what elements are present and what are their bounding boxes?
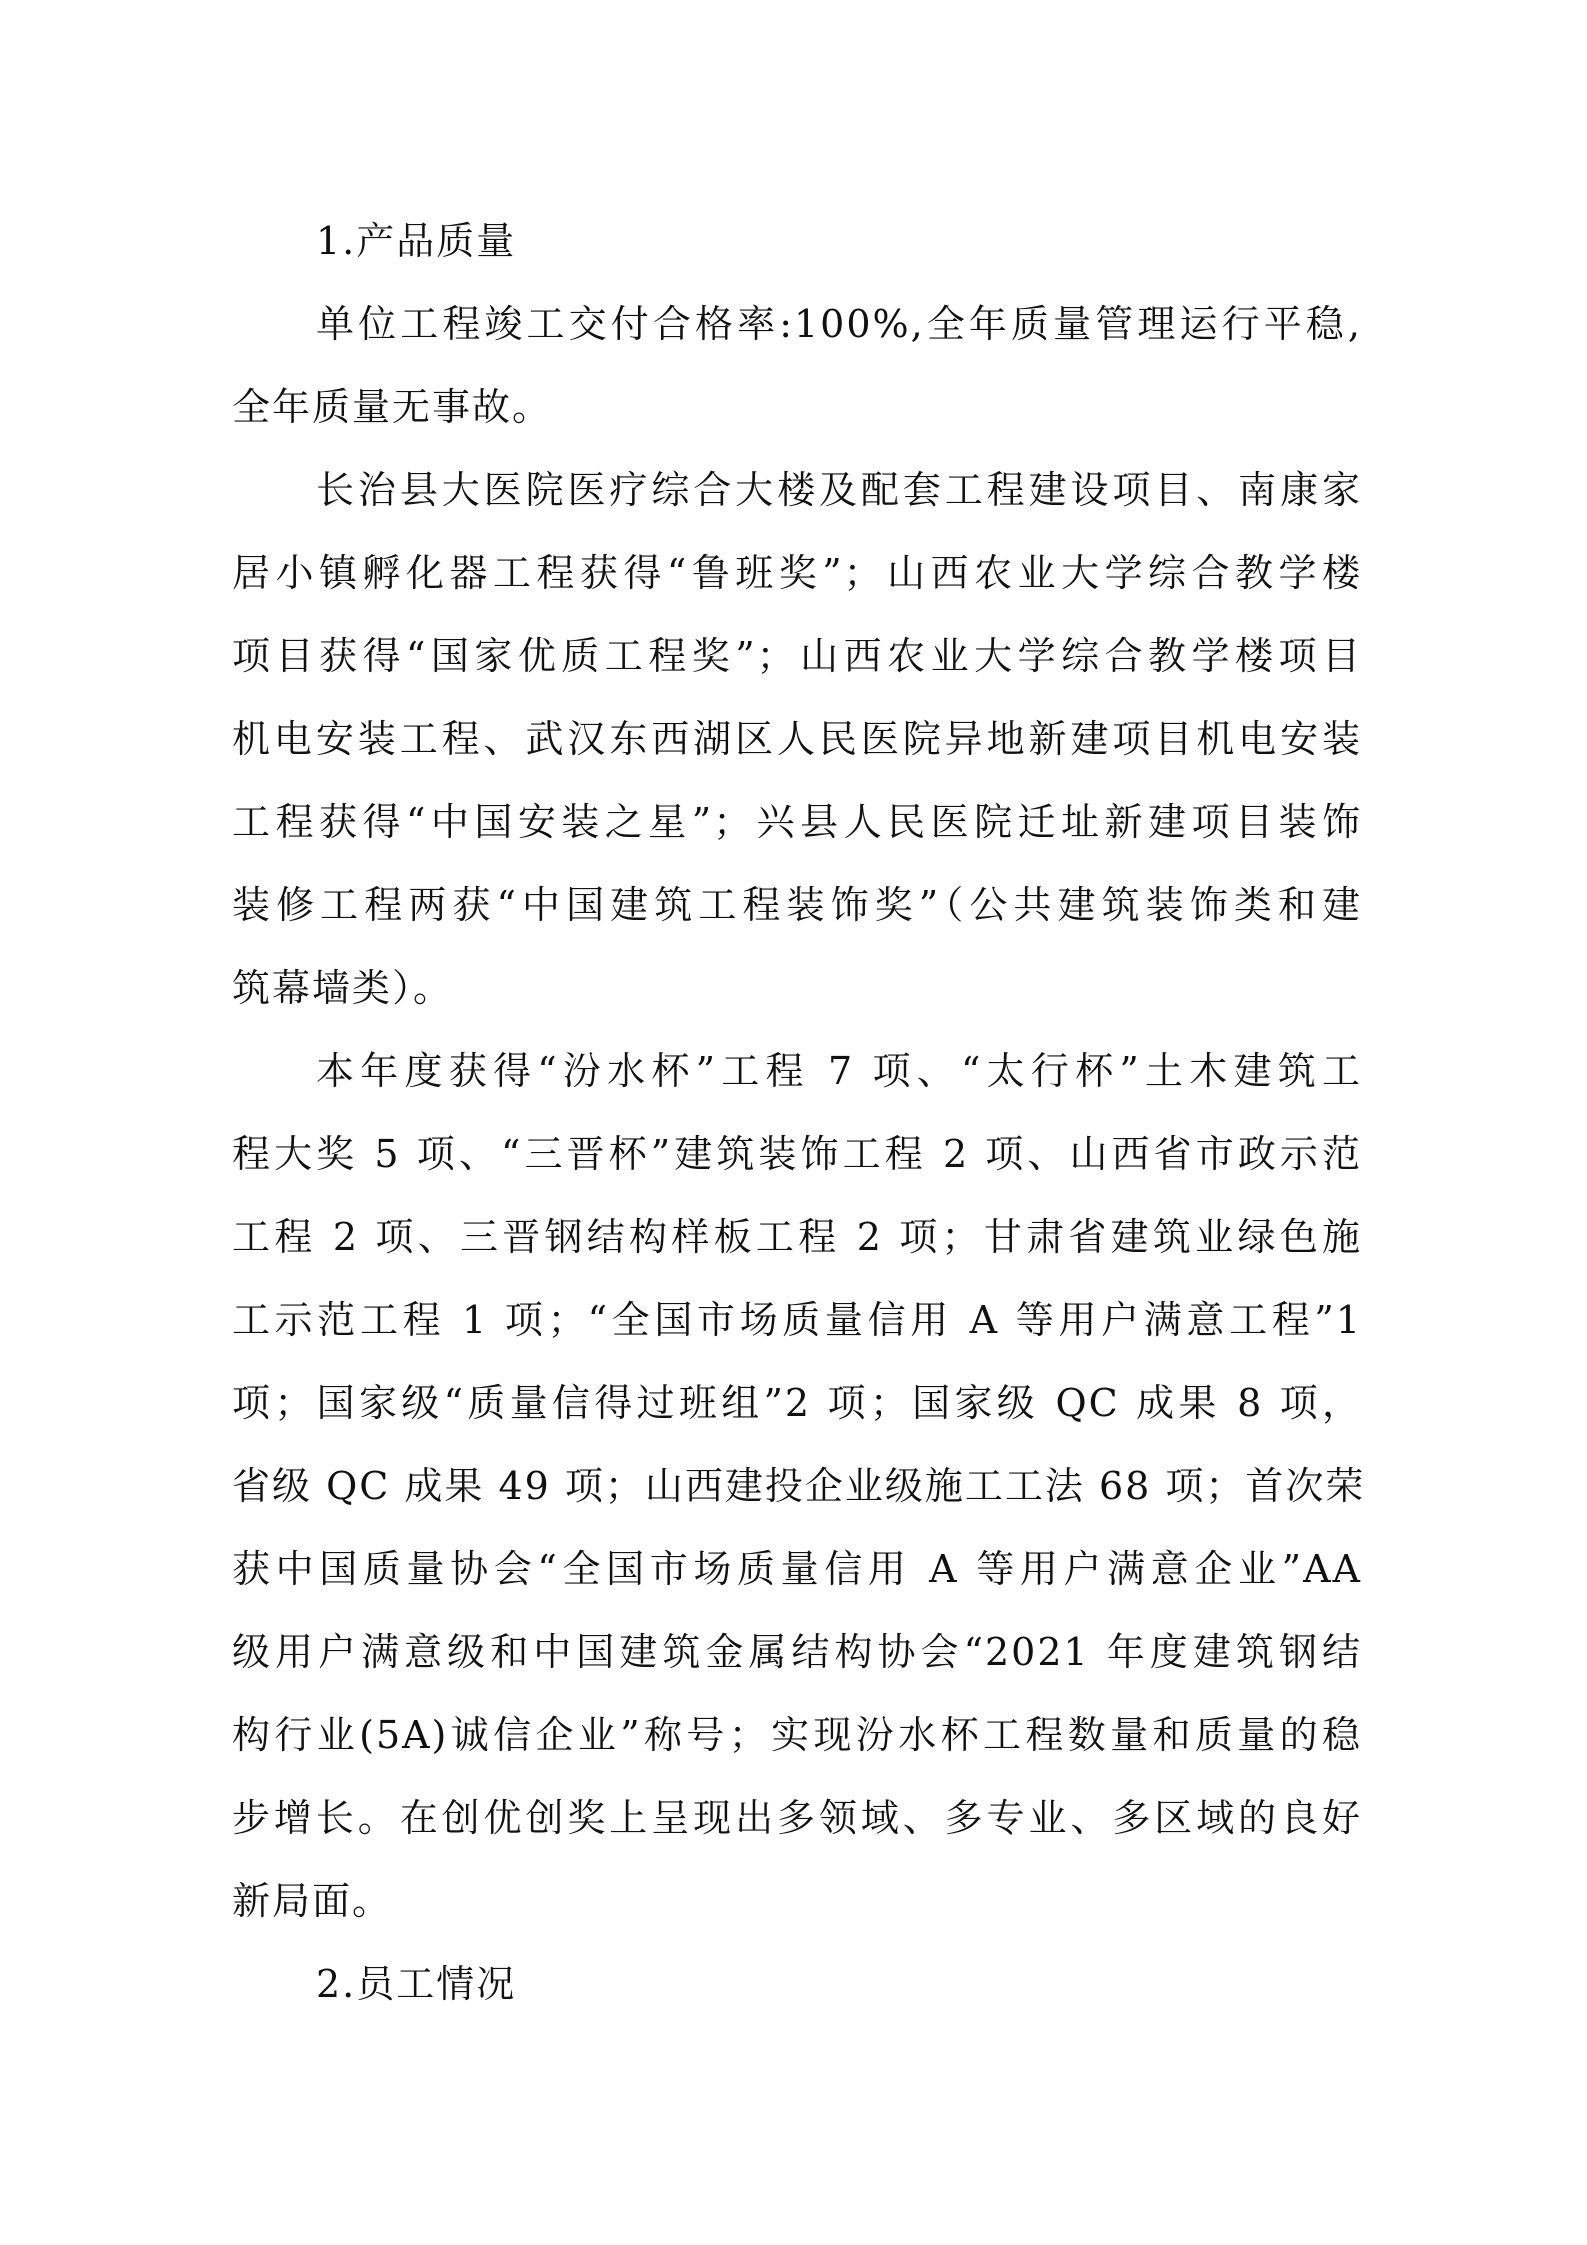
section-heading-product-quality: 1.产品质量 [316, 219, 517, 263]
paragraph-line: 机电安装工程、武汉东西湖区人民医院异地新建项目机电安装 [232, 717, 1362, 761]
paragraph-line: 长治县大医院医疗综合大楼及配套工程建设项目、南康家 [316, 468, 1362, 512]
paragraph-line: 项；国家级“质量信得过班组”2 项；国家级 QC 成果 8 项， [232, 1381, 1362, 1425]
document-body [232, 200, 1366, 2026]
paragraph-line: 装修工程两获“中国建筑工程装饰奖”（公共建筑装饰类和建 [232, 883, 1362, 927]
paragraph-line: 工示范工程 1 项；“全国市场质量信用 A 等用户满意工程”1 [232, 1298, 1362, 1342]
paragraph-line: 新局面。 [232, 1879, 393, 1923]
paragraph-line: 省级 QC 成果 49 项；山西建投企业级施工工法 68 项；首次荣 [232, 1464, 1366, 1508]
paragraph-line: 获中国质量协会“全国市场质量信用 A 等用户满意企业”AA [232, 1547, 1362, 1591]
paragraph-line: 程大奖 5 项、“三晋杯”建筑装饰工程 2 项、山西省市政示范 [232, 1132, 1362, 1176]
paragraph-line: 级用户满意级和中国建筑金属结构协会“2021 年度建筑钢结 [232, 1630, 1362, 1674]
paragraph-line: 本年度获得“汾水杯”工程 7 项、“太行杯”土木建筑工 [316, 1049, 1362, 1093]
paragraph-line: 居小镇孵化器工程获得“鲁班奖”；山西农业大学综合教学楼 [232, 551, 1362, 595]
paragraph-line: 单位工程竣工交付合格率:100%,全年质量管理运行平稳, [316, 302, 1362, 346]
paragraph-acceptance-rate [232, 283, 1362, 449]
paragraph-line: 工程获得“中国安装之星”；兴县人民医院迁址新建项目装饰 [232, 800, 1362, 844]
paragraph-line: 筑幕墙类）。 [232, 966, 454, 1010]
paragraph-major-awards [232, 449, 1362, 1030]
paragraph-line: 项目获得“国家优质工程奖”；山西农业大学综合教学楼项目 [232, 634, 1362, 678]
paragraph-line: 构行业(5A)诚信企业”称号；实现汾水杯工程数量和质量的稳 [232, 1713, 1362, 1757]
section-heading-staff: 2.员工情况 [316, 1962, 517, 2006]
paragraph-line: 全年质量无事故。 [232, 385, 553, 429]
paragraph-line: 工程 2 项、三晋钢结构样板工程 2 项；甘肃省建筑业绿色施 [232, 1215, 1362, 1259]
paragraph-line: 步增长。在创优创奖上呈现出多领域、多专业、多区域的良好 [232, 1796, 1362, 1840]
paragraph-annual-awards [232, 1030, 1366, 1943]
